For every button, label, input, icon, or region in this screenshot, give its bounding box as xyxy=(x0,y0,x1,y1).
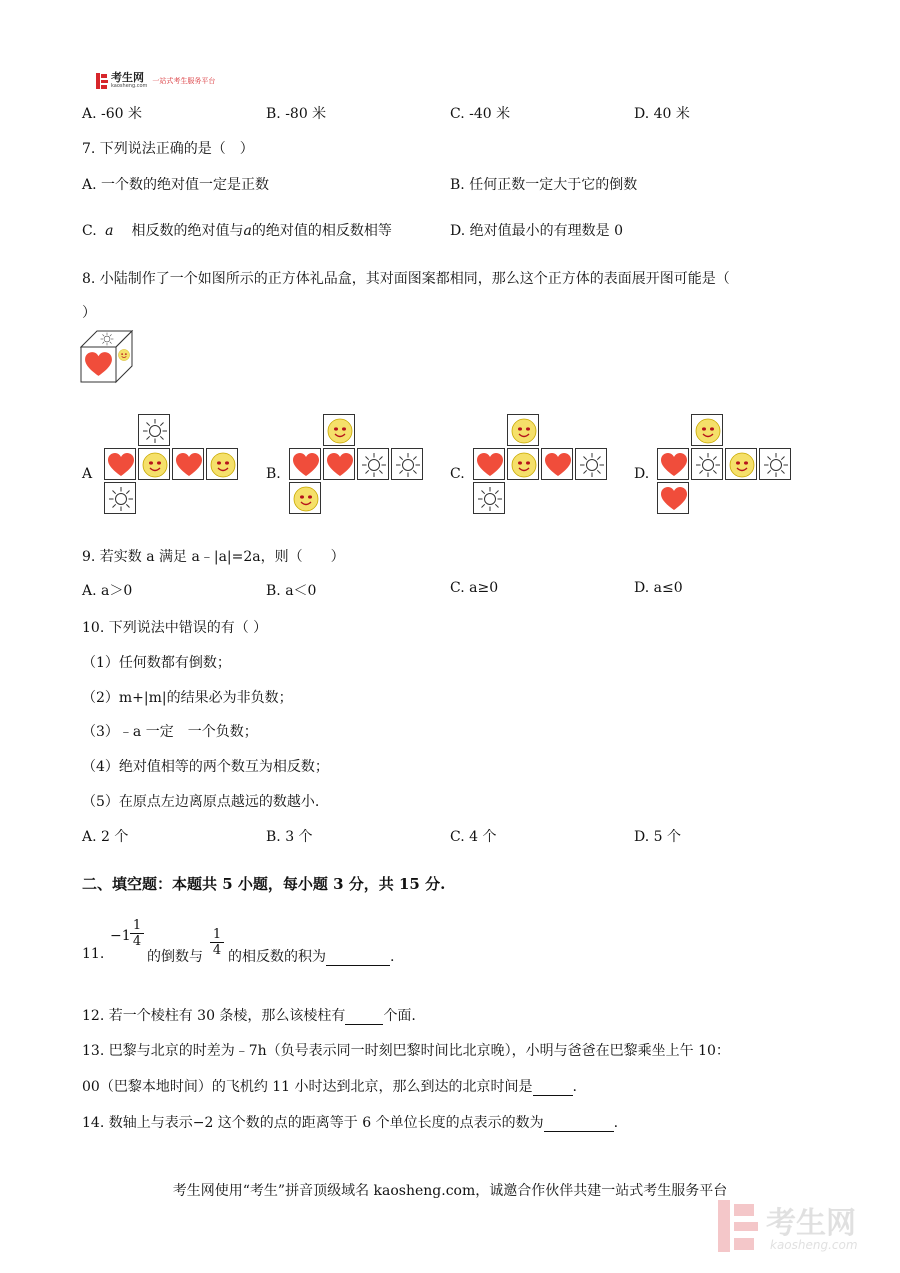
q11-frac1-den: 4 xyxy=(130,933,144,949)
net-face xyxy=(104,482,136,514)
net-face xyxy=(323,448,355,480)
net-face xyxy=(541,448,573,480)
q7-option-a: A. 一个数的绝对值一定是正数 xyxy=(82,177,270,193)
sun-icon xyxy=(693,450,723,480)
q12-text: 12. 若一个棱柱有 30 条棱，那么该棱柱有 xyxy=(82,1008,346,1024)
q8-option-d-label: D. xyxy=(634,466,650,482)
q9-option-c: C. a≥0 xyxy=(450,580,499,596)
q14-answer-blank[interactable] xyxy=(544,1115,614,1132)
logo-mark-icon xyxy=(96,73,108,89)
sun-icon xyxy=(761,450,791,480)
smiley-icon xyxy=(140,450,170,480)
net-face xyxy=(759,448,791,480)
q10-stem: 10. 下列说法中错误的有（ ） xyxy=(82,620,268,636)
watermark-mark-icon xyxy=(718,1200,758,1252)
q8-option-c-label: C. xyxy=(450,466,465,482)
heart-icon xyxy=(291,450,321,480)
q6-option-d: D. 40 米 xyxy=(634,106,690,122)
q6-option-a: A. -60 米 xyxy=(82,106,143,122)
q10-option-d: D. 5 个 xyxy=(634,829,681,845)
net-face xyxy=(725,448,757,480)
sun-icon xyxy=(140,416,170,446)
q8-stem-end: ） xyxy=(82,305,96,321)
q11-period: . xyxy=(390,949,395,965)
q10-item-4: （4）绝对值相等的两个数互为相反数； xyxy=(82,759,329,775)
net-face xyxy=(691,414,723,446)
q11-frac2-den: 4 xyxy=(210,942,224,958)
q11-frac1-num: 1 xyxy=(132,918,142,933)
smiley-icon xyxy=(291,484,321,514)
q10-item-5: （5）在原点左边离原点越远的数越小. xyxy=(82,794,320,810)
footer-text: 考生网使用“考生”拼音顶级域名 kaosheng.com，诚邀合作伙伴共建一站式考生服务平台 xyxy=(172,1183,728,1199)
net-face xyxy=(507,414,539,446)
q10-option-c: C. 4 个 xyxy=(450,829,497,845)
q12 xyxy=(82,1005,416,1025)
q13-answer-blank[interactable] xyxy=(533,1079,573,1096)
q10-item-3: （3）﹣a 一定 一个负数； xyxy=(82,724,258,740)
net-face xyxy=(289,448,321,480)
heart-icon xyxy=(659,450,689,480)
q7-option-c-end: 的绝对值的相反数相等 xyxy=(251,223,392,239)
net-face xyxy=(657,448,689,480)
net-face xyxy=(104,448,136,480)
net-face xyxy=(473,448,505,480)
q7-option-c xyxy=(82,220,392,240)
q10-option-b: B. 3 个 xyxy=(266,829,313,845)
logo-slogan: 一站式考生服务平台 xyxy=(152,76,216,85)
q10-option-a: A. 2 个 xyxy=(82,829,129,845)
watermark-domain: kaosheng.com xyxy=(770,1238,858,1252)
heart-icon xyxy=(106,450,136,480)
q13-line1: 13. 巴黎与北京的时差为﹣7h（负号表示同一时刻巴黎时间比北京晚），小明与爸爸在巴黎乘坐上午 10： xyxy=(82,1043,730,1059)
watermark-logo xyxy=(718,1196,878,1256)
section-2-title: 二、填空题：本题共 5 小题，每小题 3 分，共 15 分. xyxy=(82,875,446,893)
q6-option-b: B. -80 米 xyxy=(266,106,327,122)
q11-end xyxy=(228,946,394,966)
q9-option-a: A. a＞0 xyxy=(82,583,133,599)
q11-number: 11. xyxy=(82,946,105,962)
q10-item-1: （1）任何数都有倒数； xyxy=(82,655,231,671)
sun-icon xyxy=(393,450,423,480)
q11-whole: −1 xyxy=(110,928,131,944)
heart-icon xyxy=(325,450,355,480)
logo-domain: kaosheng.com xyxy=(111,83,148,89)
q11-mid: 的倒数与 xyxy=(147,949,203,965)
smiley-icon xyxy=(208,450,238,480)
q11-end-text: 的相反数的积为 xyxy=(228,949,326,965)
net-face xyxy=(473,482,505,514)
q13-end: . xyxy=(572,1079,577,1095)
net-face xyxy=(357,448,389,480)
q12-end: 个面. xyxy=(383,1008,416,1024)
net-face xyxy=(138,414,170,446)
q7-var-a2: a xyxy=(243,223,252,239)
net-face xyxy=(323,414,355,446)
q7-option-b: B. 任何正数一定大于它的倒数 xyxy=(450,177,638,193)
net-face xyxy=(172,448,204,480)
smiley-icon xyxy=(693,416,723,446)
q7-option-c-mid: 相反数的绝对值与 xyxy=(131,223,244,239)
net-face xyxy=(507,448,539,480)
q9-option-d: D. a≤0 xyxy=(634,580,683,596)
q8-option-b-label: B. xyxy=(266,466,281,482)
q9-option-b: B. a＜0 xyxy=(266,583,317,599)
q11-frac2-num: 1 xyxy=(212,927,222,942)
q11-answer-blank[interactable] xyxy=(326,949,390,966)
watermark-name: 考生网 xyxy=(766,1206,856,1241)
sun-icon xyxy=(475,484,505,514)
q7-var-a: a xyxy=(105,223,114,239)
q8-stem: 8. 小陆制作了一个如图所示的正方体礼品盒，其对面图案都相同，那么这个正方体的表面展开图可能是（ xyxy=(82,271,730,287)
sun-icon xyxy=(577,450,607,480)
net-face xyxy=(391,448,423,480)
net-face xyxy=(575,448,607,480)
net-face xyxy=(657,482,689,514)
heart-icon xyxy=(659,484,689,514)
smiley-icon xyxy=(509,450,539,480)
q11-fraction-1 xyxy=(130,918,144,949)
q11-fraction-2 xyxy=(210,927,224,958)
smiley-icon xyxy=(509,416,539,446)
net-face xyxy=(289,482,321,514)
heart-icon xyxy=(543,450,573,480)
q13-line2-text: 00（巴黎本地时间）的飞机约 11 小时达到北京，那么到达的北京时间是 xyxy=(82,1079,533,1095)
smiley-icon xyxy=(325,416,355,446)
net-face xyxy=(206,448,238,480)
sun-icon xyxy=(359,450,389,480)
q14-end: . xyxy=(613,1115,619,1131)
net-face xyxy=(138,448,170,480)
q8-option-a-label: A xyxy=(82,466,93,482)
heart-icon xyxy=(475,450,505,480)
q12-answer-blank[interactable] xyxy=(345,1008,383,1025)
q10-item-2: （2）m+|m|的结果必为非负数； xyxy=(82,690,293,706)
q7-option-c-label: C. xyxy=(82,223,102,239)
net-face xyxy=(691,448,723,480)
sun-icon xyxy=(106,484,136,514)
q7-stem: 7. 下列说法正确的是（ ） xyxy=(82,141,254,157)
heart-icon xyxy=(174,450,204,480)
q6-option-c: C. -40 米 xyxy=(450,106,511,122)
q9-stem: 9. 若实数 a 满足 a﹣|a|=2a，则（ ） xyxy=(82,549,345,565)
header-logo xyxy=(96,72,215,89)
logo-name: 考生网 xyxy=(111,71,144,84)
q7-option-d: D. 绝对值最小的有理数是 0 xyxy=(450,223,623,239)
q13-line2 xyxy=(82,1076,577,1096)
q14 xyxy=(82,1112,618,1132)
smiley-icon xyxy=(727,450,757,480)
gift-cube-figure xyxy=(80,330,136,384)
q14-text: 14. 数轴上与表示−2 这个数的点的距离等于 6 个单位长度的点表示的数为 xyxy=(82,1115,544,1131)
